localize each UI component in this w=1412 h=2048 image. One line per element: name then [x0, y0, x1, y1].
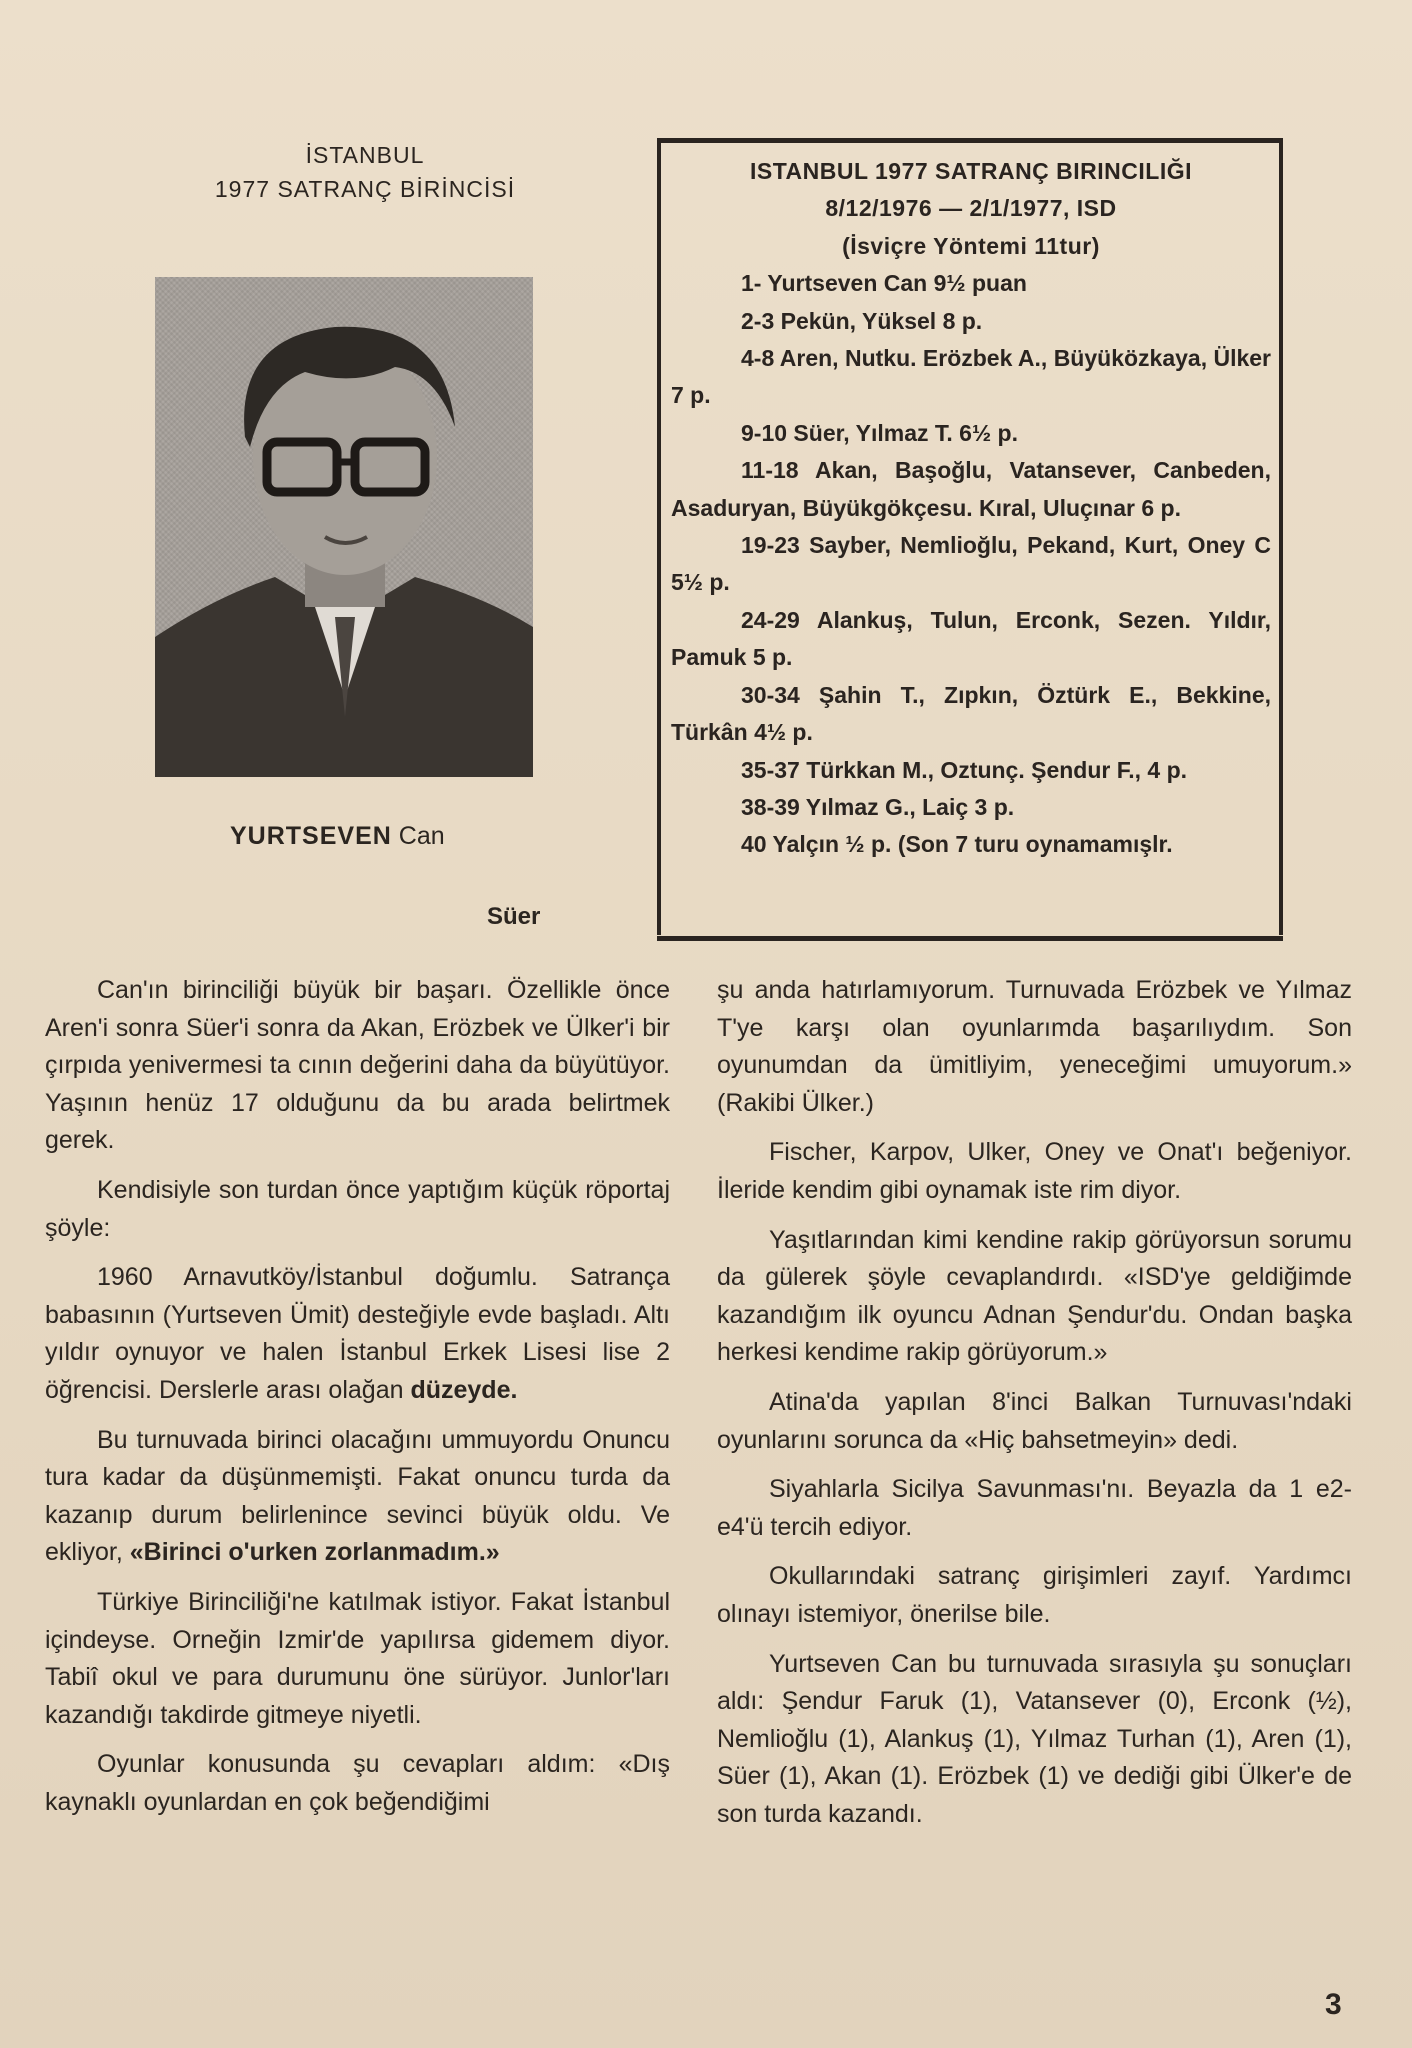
author-signature: Süer — [487, 903, 541, 930]
caption-firstname: Can — [398, 822, 445, 850]
paragraph — [717, 1646, 1352, 1834]
paragraph-text: Yurtseven Can bu turnuvada sırasıyla şu sonuçları aldı: Şendur Faruk (1), Vatansever (0), Erconk (½), Nemlioğlu (1), Alankuş (1), Yılmaz Turhan (1), Aren (1), Süer (1), Akan (1). Erözbek (1) ve dediği gibi Ülker'e de son turda kazandı. — [717, 1649, 1352, 1828]
paragraph — [717, 1222, 1352, 1372]
results-row: 38-39 Yılmaz G., Laiç 3 p. — [741, 793, 1015, 820]
results-row: 30-34 Şahin T., Zıpkın, Öztürk E., Bekkine, Türkân 4½ p. — [671, 681, 1271, 746]
results-row: 40 Yalçın ½ p. (Son 7 turu oynamamışlr. — [741, 831, 1173, 858]
paragraph-bold-text: «Birinci o'urken zorlanmadım.» — [122, 1538, 500, 1567]
photo-caption — [230, 822, 445, 851]
paragraph-text: 1960 Arnavutköy/İstanbul doğumlu. Satrança babasının (Yurtseven Ümit) desteğiyle evde başladı. Altı yıldır oynuyor ve halen İstanbul Erkek Lisesi lise 2 öğrencisi. Derslerle arası olağan — [45, 1263, 670, 1404]
paragraph — [45, 1746, 670, 1821]
results-row: 24-29 Alankuş, Tulun, Erconk, Sezen. Yıldır, Pamuk 5 p. — [671, 606, 1271, 671]
results-row: 1- Yurtseven Can 9½ puan — [741, 270, 1027, 297]
paragraph-text: Bu turnuvada birinci olacağını ummuyordu Onuncu tura kadar da düşünmemişti. Fakat onuncu turda da kazanıp durum belirlenince sevinci büyük oldu. Ve ekliyor, — [45, 1425, 670, 1567]
left-title — [150, 138, 580, 206]
portrait-photo — [155, 277, 533, 777]
paragraph-text: Siyahlarla Sicilya Savunması'nı. Beyazla da 1 e2-e4'ü tercih ediyor. — [717, 1475, 1352, 1541]
paragraph — [717, 1558, 1352, 1633]
results-row: 11-18 Akan, Başoğlu, Vatansever, Canbeden, Asaduryan, Büyükgökçesu. Kıral, Uluçınar 6 p. — [671, 457, 1271, 521]
results-row: 35-37 Türkkan M., Oztunç. Şendur F., 4 p. — [741, 756, 1188, 783]
results-row: 19-23 Sayber, Nemlioğlu, Pekand, Kurt, Oney C 5½ p. — [671, 532, 1271, 596]
caption-surname: YURTSEVEN — [230, 822, 392, 850]
paragraph-text: Okullarındaki satranç girişimleri zayıf. Yardımcı olınayı istemiyor, önerilse bile. — [717, 1562, 1352, 1628]
paragraph-text: Atina'da yapılan 8'inci Balkan Turnuvası'ndaki oyunlarını sorunca da «Hiç bahsetmeyin» dedi. — [717, 1387, 1352, 1454]
right-column — [717, 972, 1352, 1833]
paragraph-text: Oyunlar konusunda şu cevapları aldım: «Dış kaynaklı oyunlardan en çok beğendiğimi — [45, 1750, 670, 1816]
paragraph — [717, 1471, 1352, 1546]
results-system: (İsviçre Yöntemi 11tur) — [842, 232, 1100, 259]
results-box — [657, 138, 1283, 935]
results-title: ISTANBUL 1977 SATRANÇ BIRINCILIĞI — [749, 158, 1193, 184]
paragraph — [717, 1384, 1352, 1459]
paragraph-text: Fischer, Karpov, Ulker, Oney ve Onat'ı beğeniyor. İleride kendim gibi oynamak iste rim diyor. — [717, 1138, 1352, 1204]
paragraph — [45, 972, 670, 1160]
paragraph — [45, 1172, 670, 1247]
paragraph-text: Kendisiyle son turdan önce yaptığım küçük röportaj şöyle: — [45, 1175, 670, 1242]
paragraph-bold-text: düzeyde. — [403, 1375, 518, 1404]
paragraph — [717, 972, 1352, 1122]
paragraph-text: Yaşıtlarından kimi kendine rakip görüyorsun sorumu da gülerek şöyle cevaplandırdı. «ISD'ye geldiğimde kazandığım ilk oyuncu Adnan Şendur'du. Ondan başka herkesi kendime rakip görüyorum.» — [717, 1225, 1352, 1367]
left-title-line1: İSTANBUL — [305, 142, 425, 168]
left-column — [45, 972, 670, 1821]
results-row: 9-10 Süer, Yılmaz T. 6½ p. — [741, 419, 1018, 446]
paragraph-text: Can'ın birinciliği büyük bir başarı. Özellikle önce Aren'i sonra Süer'i sonra da Akan, Erözbek ve Ülker'i bir çırpıda yenivermesi ta cının değerini daha da büyütüyor. Yaşının henüz 17 olduğunu da bu arada belirtmek gerek. — [45, 976, 670, 1155]
results-row: 4-8 Aren, Nutku. Erözbek A., Büyüközkaya, Ülker 7 p. — [671, 345, 1272, 409]
paragraph — [45, 1259, 670, 1409]
paragraph — [45, 1584, 670, 1734]
left-title-line2: 1977 SATRANÇ BİRİNCİSİ — [214, 176, 516, 202]
paragraph — [45, 1422, 670, 1572]
paragraph — [717, 1134, 1352, 1209]
paragraph-text: Türkiye Birinciliği'ne katılmak istiyor. Fakat İstanbul içindeyse. Orneğin Izmir'de yapılırsa gidemem diyor. Tabiî okul ve para durumunu öne sürüyor. Junlor'ları kazandığı takdirde gitmeye niyetli. — [45, 1587, 670, 1729]
portrait-illustration — [155, 277, 533, 777]
results-row: 2-3 Pekün, Yüksel 8 p. — [741, 307, 983, 334]
results-dates: 8/12/1976 — 2/1/1977, ISD — [825, 195, 1117, 222]
paragraph-text: şu anda hatırlamıyorum. Turnuvada Erözbek ve Yılmaz T'ye karşı olan oyunlarımda başarılıydım. Son oyunumdan da ümitliyim, yeneceğimi umuyorum.» (Rakibi Ülker.) — [717, 976, 1352, 1117]
results-list — [671, 153, 1271, 864]
results-box-bottom-rule — [657, 936, 1283, 941]
page-number: 3 — [1325, 1988, 1342, 2021]
